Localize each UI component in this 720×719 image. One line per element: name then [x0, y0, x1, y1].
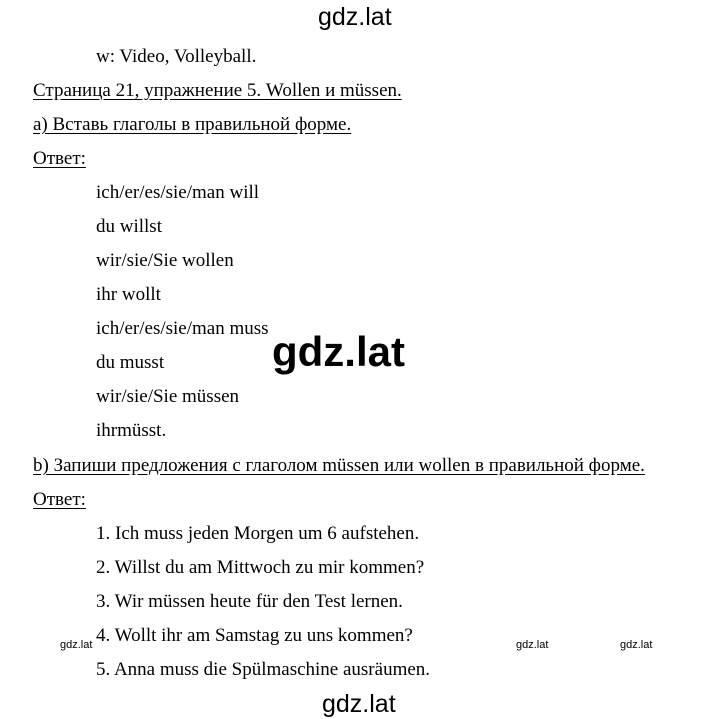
answer-a-item: du musst [96, 352, 165, 373]
answer-a-item: ich/er/es/sie/man will [96, 182, 260, 203]
watermark-top: gdz.lat [318, 3, 392, 31]
watermark-center: gdz.lat [272, 328, 405, 375]
intro-line: w: Video, Volleyball. [96, 46, 257, 67]
answer-a-item: du willst [96, 216, 162, 237]
exercise-heading: Страница 21, упражнение 5. Wollen и müssen. [33, 80, 402, 101]
answer-a-item: ihrmüsst. [96, 420, 167, 441]
watermark-bottom: gdz.lat [322, 690, 396, 718]
answer-a-item: ihr wollt [96, 284, 161, 305]
answer-b-item: 5. Anna muss die Spülmaschine ausräumen. [96, 659, 431, 680]
task-b-title: b) Запиши предложения с глаголом müssen или wollen в правильной форме. [33, 455, 645, 476]
answer-a-label: Ответ: [33, 148, 86, 169]
watermark-small: gdz.lat [60, 639, 93, 651]
answer-b-item: 3. Wir müssen heute für den Test lernen. [96, 591, 403, 612]
watermark-small: gdz.lat [620, 639, 653, 651]
watermark-small: gdz.lat [516, 639, 549, 651]
answer-a-item: wir/sie/Sie wollen [96, 250, 234, 271]
answer-a-item: ich/er/es/sie/man muss [96, 318, 269, 339]
answer-b-item: 1. Ich muss jeden Morgen um 6 aufstehen. [96, 523, 420, 544]
answer-b-label: Ответ: [33, 489, 86, 510]
answer-a-item: wir/sie/Sie müssen [96, 386, 240, 407]
task-a-title: a) Вставь глаголы в правильной форме. [33, 114, 352, 135]
answer-b-item: 2. Willst du am Mittwoch zu mir kommen? [96, 557, 425, 578]
answer-b-item: 4. Wollt ihr am Samstag zu uns kommen? [96, 625, 413, 646]
